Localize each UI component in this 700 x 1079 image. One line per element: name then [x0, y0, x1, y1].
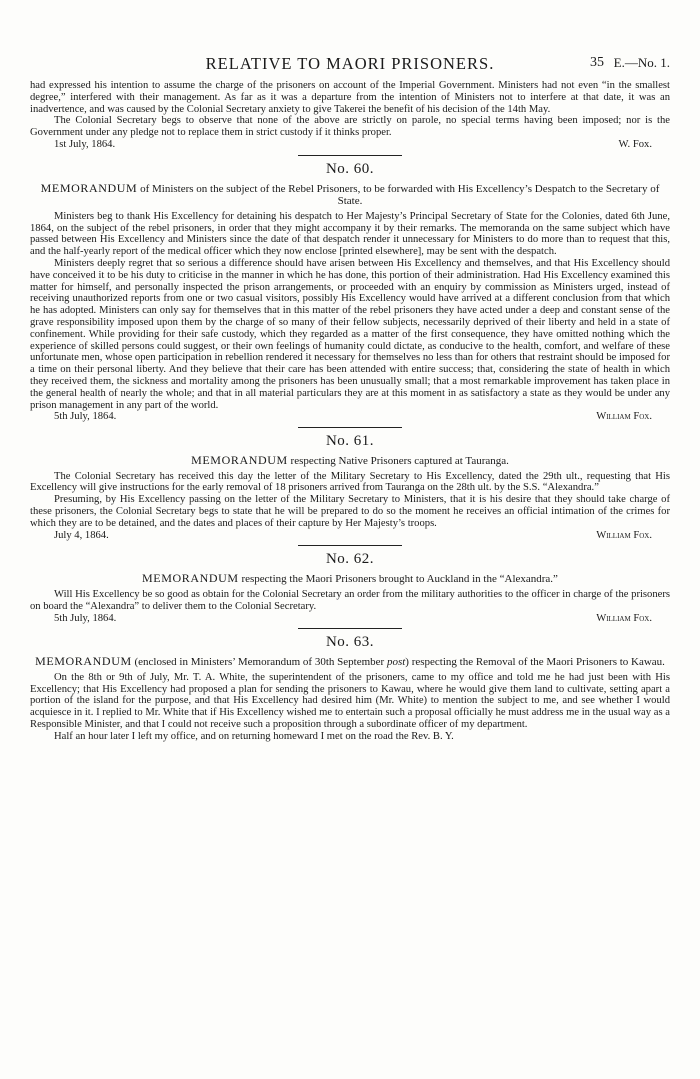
intro-paragraph: The Colonial Secretary begs to observe that none of the above are strictly on parole, no special terms having been imposed; nor is the Government under any pledge not to replace them in strict custody if it thinks proper.: [30, 115, 670, 139]
memo-paragraph: Half an hour later I left my office, and on returning homeward I met on the road the Rev. B. Y.: [54, 730, 454, 742]
running-title: RELATIVE TO MAORI PRISONERS.: [205, 54, 495, 73]
memo-date: July 4, 1864.: [54, 529, 109, 541]
memo-paragraph: On the 8th or 9th of July, Mr. T. A. White, the superintendent of the prisoners, came to my office and told me he had just been with His Excellency; that His Excellency had proposed a plan for sending the prisoners to Kawau, where he would give them land to cultivate, setting apart a portion of the island for the purpose, and that His Excellency had desired him (Mr. White) to mention the subject to me, and see whether I would acquiesce in it. I replied to Mr. White that if His Excellency wished me to entertain such a proposal officially he must address me in the usual way as a Responsible Minister, and that I could not receive such a proposition through a subordinate officer of my department.: [30, 671, 670, 730]
memo-heading-text: respecting the Maori Prisoners brought to Auckland in the “Alexandra.”: [238, 573, 558, 586]
memo-signature: William Fox.: [596, 612, 652, 624]
memo-heading-post: post: [386, 656, 406, 669]
memo-paragraph: The Colonial Secretary has received this day the letter of the Military Secretary to His Excellency, dated the 29th ult., requesting that His Excellency will give instructions for the early removal of 18 prisoners arrived from Tauranga on the 28th ult. by the S.S. “Alexandra.”: [30, 470, 670, 494]
page-number: 35: [590, 55, 604, 70]
document-number: No. 62.: [325, 551, 375, 568]
memo-heading-text: (enclosed in Ministers’ Memorandum of 30th September: [131, 656, 387, 669]
memo-signature: W. Fox.: [618, 138, 652, 150]
memo-signature: William Fox.: [596, 529, 652, 541]
memo-heading: [30, 572, 670, 586]
memo-date: 1st July, 1864.: [54, 138, 116, 150]
document-number: No. 61.: [325, 433, 375, 450]
memo-heading: [30, 182, 670, 208]
memo-heading-text: of Ministers on the subject of the Rebel Prisoners, to be forwarded with His Excellency’s Despatch to the Secretary of State.: [137, 182, 660, 208]
memo-heading-text: ) respecting the Removal of the Maori Prisoners to Kawau.: [405, 656, 665, 669]
memo-paragraph: Ministers beg to thank His Excellency for detaining his despatch to Her Majesty’s Principal Secretary of State for the Colonies, dated 6th June, 1864, on the subject of the rebel prisoners, in order that they might accompany it by their remarks. The memoranda on the same subject which have passed between His Excellency and Ministers since the date of that despatch render it unnecessary for Ministers to do more than to request that this, and the half-yearly report of the medical officer which they now enclose [printed elsewhere], may be sent with the despatch.: [30, 210, 670, 258]
document-page: [30, 0, 670, 743]
section-divider: [298, 628, 402, 629]
memo-heading-lead: MEMORANDUM: [142, 571, 239, 586]
memo-signature: William Fox.: [596, 411, 652, 423]
memo-paragraph: Ministers deeply regret that so serious a difference should have arisen between His Excellency and themselves, and that His Excellency should have conceived it to be his duty to criticise in the manner in which he has done, this portion of their administration. Had His Excellency examined this matter for himself, and personally inspected the prison arrangements, or proceeded with an enquiry by commission as Ministers urged, instead of receiving unauthorized reports from one or two casual visitors, possibly His Excellency would have arrived at a different conclusion from that which he has adopted. Ministers can only say for themselves that in this matter of the rebel prisoners they have acted under a deep and constant sense of the grave responsibility imposed upon them by the charge of so many of their fellow subjects, necessarily deprived of their liberty and held in a state of confinement. While providing for their safe custody, which they regarded as a matter of the first consequence, they have omitted nothing which the experience of skilled persons could suggest, or their own feelings of humanity could dictate, as conducive to the health, comfort, and welfare of these unfortunate men, whose open participation in rebellion rendered it necessary for themselves no less than for others that restraint should be imposed for a time on their personal liberty. And they believe that their care has been attended with entire success; that, considering the state of health in which they received them, the sickness and mortality among the prisoners has been unusually small; that a most remarkable improvement has taken place in the general health of nearly the whole; and that in all material particulars they are at this moment in as satisfactory a state as they would be under any prison management in any part of the world.: [30, 257, 670, 411]
signature-row: [30, 530, 670, 542]
memo-heading-lead: MEMORANDUM: [40, 180, 138, 195]
page-header: [30, 54, 670, 76]
document-number: No. 60.: [325, 160, 375, 177]
paper-reference: E.—No. 1.: [613, 55, 670, 70]
signature-row: [30, 411, 670, 423]
memo-heading-lead: MEMORANDUM: [35, 654, 132, 669]
signature-row: [30, 613, 670, 625]
memo-heading-lead: MEMORANDUM: [191, 453, 288, 468]
memo-paragraph: Presuming, by His Excellency passing on the letter of the Military Secretary to Ministers, that it is his desire that they should take charge of these prisoners, the Colonial Secretary begs to state that he will be prepared to do so the moment he receives an official intimation of the crimes for which they are to be detained, and the dates and places of their capture by Her Majesty’s troops.: [30, 494, 670, 529]
memo-paragraph: Will His Excellency be so good as obtain for the Colonial Secretary an order from the military authorities to the officer in charge of the prisoners on board the “Alexandra” to deliver them to the Colonial Secretary.: [30, 588, 670, 612]
memo-date: 5th July, 1864.: [54, 612, 117, 624]
signature-row: [30, 139, 670, 151]
memo-date: 5th July, 1864.: [54, 411, 117, 423]
section-divider: [298, 545, 402, 546]
memo-heading: [30, 655, 670, 669]
intro-paragraph: had expressed his intention to assume the charge of the prisoners on account of the Imperial Government. Ministers had not even “in the smallest degree,” interfered with their management. As far as it was a departure from the intention of Ministers not to interfere at that date, it was an inadvertence, and was caused by the Colonial Secretary anxiety to give Takerei the benefit of his decision of the 14th May.: [30, 80, 670, 115]
section-divider: [298, 155, 402, 156]
memo-heading: [30, 454, 670, 468]
document-number: No. 63.: [325, 634, 375, 651]
section-divider: [298, 427, 402, 428]
memo-heading-text: respecting Native Prisoners captured at Tauranga.: [287, 455, 509, 468]
